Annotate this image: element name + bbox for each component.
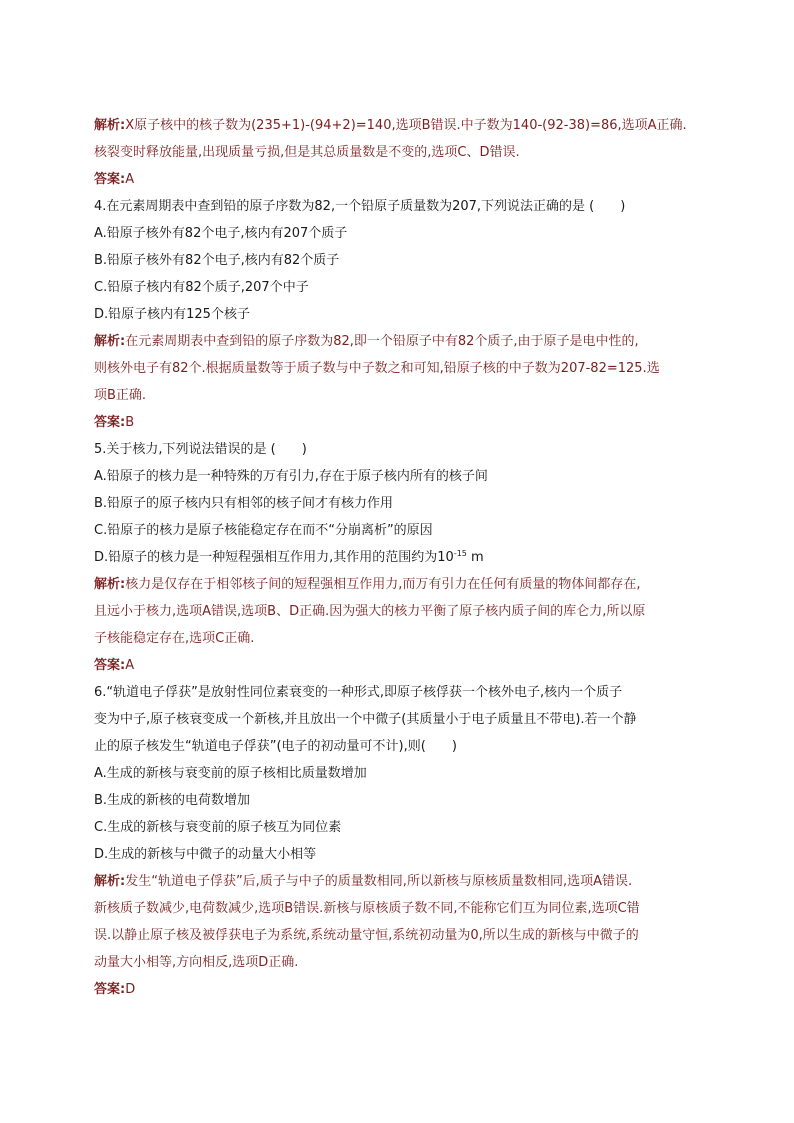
- question-4-option-b: B.铅原子核外有82个电子,核内有82个质子: [94, 253, 340, 268]
- question-6-stem-line-3: 止的原子核发生“轨道电子俘获”(电子的初动量可不计),则( ): [94, 739, 457, 754]
- question-6-option-d: D.生成的新核与中微子的动量大小相等: [94, 847, 317, 862]
- analysis-4-line-1: 解析:在元素周期表中查到铅的原子序数为82,即一个铅原子中有82个质子,由于原子是电中性的,: [94, 334, 639, 349]
- question-6-option-b: B.生成的新核的电荷数增加: [94, 793, 251, 808]
- question-6-option-a: A.生成的新核与衰变前的原子核相比质量数增加: [94, 766, 367, 781]
- answer-5: 答案:A: [94, 658, 135, 673]
- analysis-6-line-2: 新核质子数减少,电荷数减少,选项B错误.新核与原核质子数不同,不能称它们互为同位素,选项C错: [94, 901, 640, 916]
- question-6-option-c: C.生成的新核与衰变前的原子核互为同位素: [94, 820, 342, 835]
- document-page: [94, 112, 702, 1003]
- analysis-label: 解析:: [94, 118, 126, 133]
- analysis-1-line-2: 核裂变时释放能量,出现质量亏损,但是其总质量数是不变的,选项C、D错误.: [94, 145, 520, 160]
- analysis-4-line-3: 项B正确.: [94, 388, 147, 403]
- analysis-5-line-3: 子核能稳定存在,选项C正确.: [94, 631, 255, 646]
- question-6-stem-line-1: 6.“轨道电子俘获”是放射性同位素衰变的一种形式,即原子核俘获一个核外电子,核内一个质子: [94, 685, 623, 700]
- question-4-option-a: A.铅原子核外有82个电子,核内有207个质子: [94, 226, 348, 241]
- question-4-option-c: C.铅原子核内有82个质子,207个中子: [94, 280, 309, 295]
- analysis-5-line-2: 且远小于核力,选项A错误,选项B、D正确.因为强大的核力平衡了原子核内质子间的库仑力,所以原: [94, 604, 646, 619]
- analysis-6-line-1: 解析:发生“轨道电子俘获”后,质子与中子的质量数相同,所以新核与原核质量数相同,选项A错误.: [94, 874, 633, 889]
- analysis-5-line-1: 解析:核力是仅存在于相邻核子间的短程强相互作用力,而万有引力在任何有质量的物体间都存在,: [94, 577, 641, 592]
- analysis-1-line-1: 解析:X原子核中的核子数为(235+1)-(94+2)=140,选项B错误.中子数为140-(92-38)=86,选项A正确.: [94, 118, 687, 133]
- answer-4: 答案:B: [94, 415, 135, 430]
- question-5-option-d: D.铅原子的核力是一种短程强相互作用力,其作用的范围约为$10^{-15}$ m: [94, 549, 484, 565]
- question-4-stem: 4.在元素周期表中查到铅的原子序数为82,一个铅原子质量数为207,下列说法正确的是 ( ): [94, 199, 626, 214]
- exponent: -15: [453, 549, 467, 558]
- question-6-stem-line-2: 变为中子,原子核衰变成一个新核,并且放出一个中微子(其质量小于电子质量且不带电).若一个静: [94, 712, 637, 727]
- question-5-stem: 5.关于核力,下列说法错误的是 ( ): [94, 442, 307, 457]
- answer-1: 答案:A: [94, 172, 135, 187]
- analysis-4-line-2: 则核外电子有82个.根据质量数等于质子数与中子数之和可知,铅原子核的中子数为207-82=125.选: [94, 361, 660, 376]
- question-5-option-a: A.铅原子的核力是一种特殊的万有引力,存在于原子核内所有的核子间: [94, 469, 488, 484]
- question-5-option-c: C.铅原子的核力是原子核能稳定存在而不“分崩离析”的原因: [94, 523, 433, 538]
- analysis-6-line-3: 误.以静止原子核及被俘获电子为系统,系统动量守恒,系统初动量为0,所以生成的新核与中微子的: [94, 928, 639, 943]
- question-4-option-d: D.铅原子核内有125个核子: [94, 307, 250, 322]
- analysis-6-line-4: 动量大小相等,方向相反,选项D正确.: [94, 955, 299, 970]
- question-5-option-b: B.铅原子的原子核内只有相邻的核子间才有核力作用: [94, 496, 394, 511]
- answer-6: 答案:D: [94, 982, 136, 997]
